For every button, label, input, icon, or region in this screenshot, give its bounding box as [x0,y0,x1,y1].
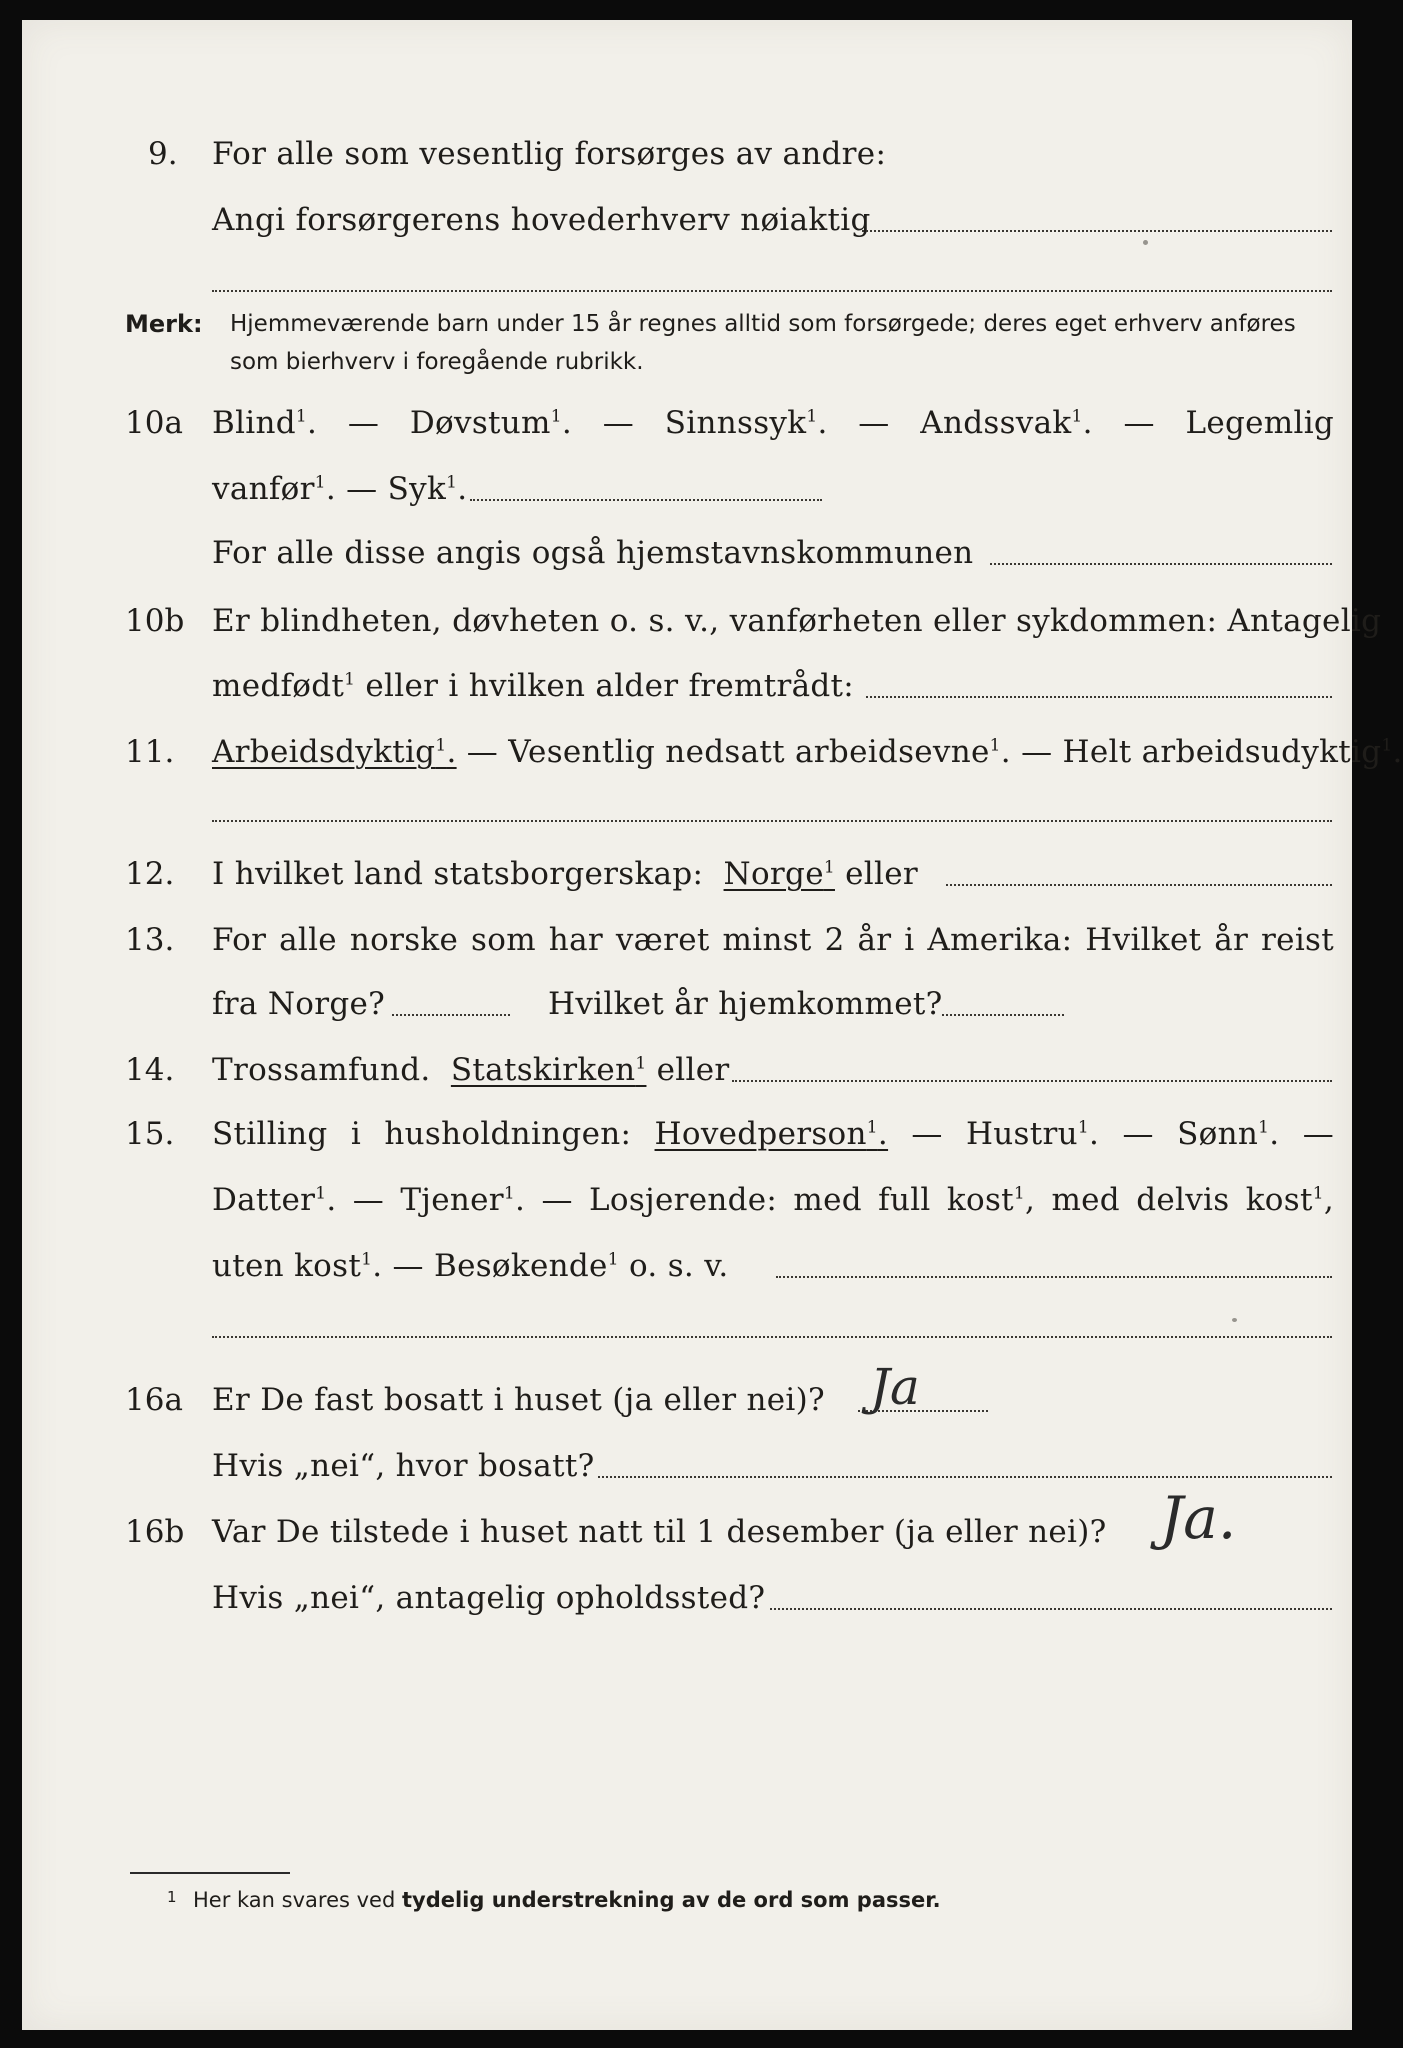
merk-text: Hjemmeværende barn under 15 år regnes alltid som forsørgede; deres eget erhverv anføres som bierhverv i foregående rubrikk. [230,311,1296,375]
q13-fra-norge: fra Norge? [212,986,386,1022]
q14-answer-line[interactable] [732,1080,1332,1082]
q13-number: 13. [125,922,175,958]
q10b-answer-line[interactable] [866,696,1332,698]
q15-answer-line-2[interactable] [212,1336,1332,1338]
q12-answer-line[interactable] [946,884,1332,886]
q15-line-1: Stilling i husholdningen: Hovedperson$^1$. — Hustru$^1$. — Sønn$^1$. — [212,1116,1334,1152]
q9-row-2 [0,194,1375,246]
q14-statskirken[interactable]: Statskirken$^1$ [450,1052,647,1088]
q16b-handwritten-answer: Ja. [1160,1484,1237,1552]
q10b-row-2 [0,660,1375,712]
q14-row [0,1044,1375,1096]
q16b-number: 16b [125,1514,185,1550]
q9-row-1 [0,128,1375,180]
q16b-row-1 [0,1484,1375,1558]
q15-number: 15. [125,1116,175,1152]
q15-row-3 [0,1240,1375,1292]
q15-row-1 [0,1108,1375,1160]
q16a-bosatt-answer-line[interactable] [598,1476,1332,1478]
q10a-row-1 [0,397,1375,449]
q13-row-2 [0,978,1375,1030]
q16a-row-1 [0,1358,1375,1426]
q9-line-2: Angi forsørgerens hovederhverv nøiaktig [212,202,871,238]
footnote-text: Her kan svares ved tydelig understrekning av de ord som passer. [193,1888,941,1912]
q16b-line-2: Hvis „nei“, antagelig opholdssted? [212,1580,766,1616]
q9-answer-line-2[interactable] [212,290,1332,292]
q12-line: I hvilket land statsborgerskap: Norge$^1$ eller [212,856,918,892]
q12-row [0,848,1375,900]
q15-row-2 [0,1174,1375,1226]
q11-number: 11. [125,734,175,770]
q10b-line-2: medfødt$^1$ eller i hvilken alder fremtrådt: [212,668,855,704]
q16a-line-2: Hvis „nei“, hvor bosatt? [212,1448,595,1484]
q10a-row-2 [0,463,1375,515]
q9-number: 9. [148,136,178,172]
q15-line-3: uten kost$^1$. — Besøkende$^1$ o. s. v. [212,1248,729,1284]
q15-hovedperson[interactable]: Hovedperson$^1$. [654,1116,889,1152]
q14-line: Trossamfund. Statskirken$^1$ eller [212,1052,730,1088]
q16a-number: 16a [125,1382,183,1418]
q13-row-1 [0,914,1375,966]
ink-speck [1232,1318,1237,1322]
q10a-line-2: vanfør$^1$. — Syk$^1$. [212,471,468,507]
q16b-row-2 [0,1572,1375,1624]
q16a-handwritten-answer: Ja [870,1358,920,1416]
ink-speck [1143,240,1148,245]
merk-note [0,305,1375,385]
q10b-number: 10b [125,603,185,639]
q14-number: 14. [125,1052,175,1088]
q10a-syk-answer-line[interactable] [470,499,822,501]
q13-hjemkommet-answer-line[interactable] [942,1014,1064,1016]
q9-line-1: For alle som vesentlig forsørges av andre: [212,136,887,172]
q10b-line-1: Er blindheten, døvheten o. s. v., vanførheten eller sykdommen: Antagelig [212,603,1382,639]
q10a-number: 10a [125,405,183,441]
q11-row [0,726,1403,778]
q13-hjemkommet: Hvilket år hjemkommet? [548,986,943,1022]
q10a-row-3 [0,527,1375,579]
footnote-marker: 1 [167,1888,177,1906]
merk-label: Merk: [125,310,203,338]
q13-line-1: For alle norske som har været minst 2 år i Amerika: Hvilket år reist [212,922,1334,958]
q11-answer-line[interactable] [212,820,1332,822]
q15-answer-line[interactable] [776,1276,1332,1278]
q9-answer-line[interactable] [862,230,1332,232]
q10a-line-1: Blind$^1$. — Døvstum$^1$. — Sinnssyk$^1$. — Andssvak$^1$. — Legemlig [212,405,1335,441]
q10a-line-3: For alle disse angis også hjemstavnskommunen [212,535,974,571]
q13-reist-answer-line[interactable] [392,1014,510,1016]
q11-arbeidsdyktig[interactable]: Arbeidsdyktig$^1$. [212,734,457,770]
q16a-line-1: Er De fast bosatt i huset (ja eller nei)? [212,1382,825,1418]
q15-line-2: Datter$^1$. — Tjener$^1$. — Losjerende: med full kost$^1$, med delvis kost$^1$, [212,1182,1334,1218]
q12-number: 12. [125,856,175,892]
q12-norge[interactable]: Norge$^1$ [723,856,835,892]
q16b-line-1: Var De tilstede i huset natt til 1 desember (ja eller nei)? [212,1514,1107,1550]
q11-line: Arbeidsdyktig$^1$. — Vesentlig nedsatt arbeidsevne$^1$. — Helt arbeidsudyktig$^1$. [212,734,1403,770]
footnote-rule [130,1872,290,1874]
q10a-hjemstavn-answer-line[interactable] [990,563,1332,565]
q16b-answer-line[interactable] [770,1608,1332,1610]
q10b-row-1 [0,595,1382,647]
